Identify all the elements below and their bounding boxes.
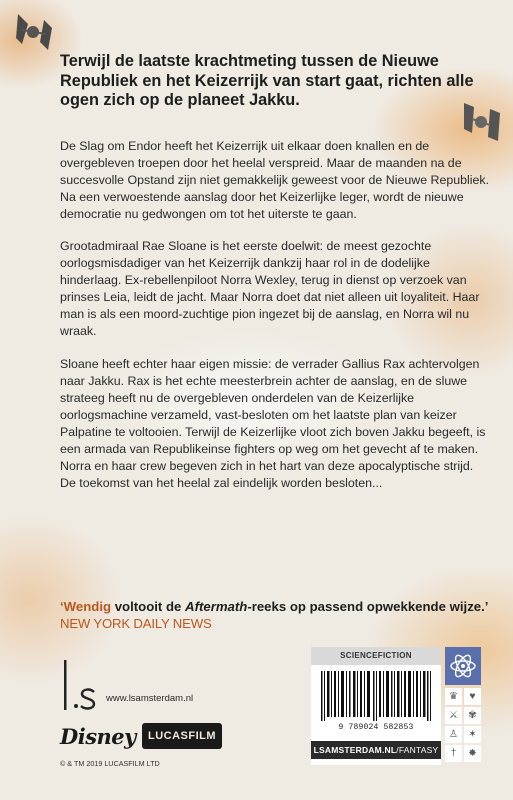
paragraph-3: Sloane heeft echter haar eigen missie: de verrader Gallius Rax achtervolgen naar Jakku. Rax is het echte meesterbrein achter de aanslag, en de sluwe strateeg heeft nu de overgebleven onderdelen van de Keizerlijke oorlogsmachine verzameld, vast-besloten om het laatste plan van keizer Palpatine te voltooien. Terwijl de Keizerlijke vloot zich boven Jakku begeeft, is een armada van Republikeinse fighters op weg om het gevecht af te maken. Norra en haar crew begeven zich in het hart van deze apocalyptische strijd. De toekomst van het heelal zal eindelijk worden besloten...	[60, 356, 486, 491]
review-quote	[60, 598, 490, 632]
store-url-category: /FANTASY	[396, 745, 439, 755]
star-icon: ✶	[464, 726, 481, 743]
quote-source: NEW YORK DAILY NEWS	[60, 616, 212, 631]
heart-icon: ♥	[464, 688, 481, 705]
genre-label: SCIENCEFICTION	[311, 647, 441, 665]
dagger-icon: †	[445, 745, 462, 762]
publisher-url[interactable]: www.lsamsterdam.nl	[106, 693, 194, 704]
burst-icon: ✸	[464, 745, 481, 762]
store-url[interactable]	[311, 741, 441, 759]
headline: Terwijl de laatste krachtmeting tussen de Nieuwe Republiek en het Keizerrijk van start gaat, richten alle ogen zich op de planeet Jakku.	[60, 52, 474, 109]
disney-logo: Disney	[60, 724, 136, 749]
barcode	[319, 671, 433, 721]
barcode-panel	[311, 647, 441, 765]
crown-icon: ♛	[445, 688, 462, 705]
quote-text: voltooit de	[111, 599, 186, 614]
person-icon: ♙	[445, 726, 462, 743]
butterfly-icon: ✾	[464, 707, 481, 724]
tie-fighter-icon	[14, 10, 54, 55]
store-url-bold: LSAMSTERDAM.NL	[313, 745, 397, 755]
quote-text-end: -reeks op passend opwekkende wijze.’	[247, 599, 488, 614]
genre-icons	[445, 647, 481, 765]
quote-author: ‘Wendig	[60, 599, 112, 614]
sword-icon: ⚔	[445, 707, 462, 724]
quote-series-title: Aftermath	[185, 599, 248, 614]
atom-icon	[445, 647, 481, 685]
paragraph-2: Grootadmiraal Rae Sloane is het eerste doelwit: de meest gezochte oorlogsmisdadiger van het Keizerrijk dankzij haar rol in de dodelijke hinderlaag. Ex-rebellenpiloot Norra Wexley, terug in dienst op verzoek van prinses Leia, leidt de jacht. Maar Norra doet dat niet alleen uit loyaliteit. Haar man is als een moord-zuchtige pion ingezet bij de aanslag, en Norra wil nu wraak.	[60, 238, 480, 339]
isbn-number: 9 789024 582853	[338, 723, 414, 732]
copyright-notice: © & TM 2019 LUCASFILM LTD	[60, 759, 160, 768]
lucasfilm-logo: LUCASFILM	[142, 723, 222, 749]
publisher-logo	[60, 658, 100, 714]
paragraph-1: De Slag om Endor heeft het Keizerrijk uit elkaar doen knallen en de overgebleven troepen door het heelal verspreid. Maar de maanden na de succesvolle Opstand zijn niet gemakkelijk geweest voor de Nieuwe Republiek. Na een verwoestende aanslag door het Keizerlijke leger, wordt de nieuwe democratie nu gedwongen om tot het uiterste te gaan.	[60, 138, 490, 221]
back-cover-text	[60, 52, 490, 507]
